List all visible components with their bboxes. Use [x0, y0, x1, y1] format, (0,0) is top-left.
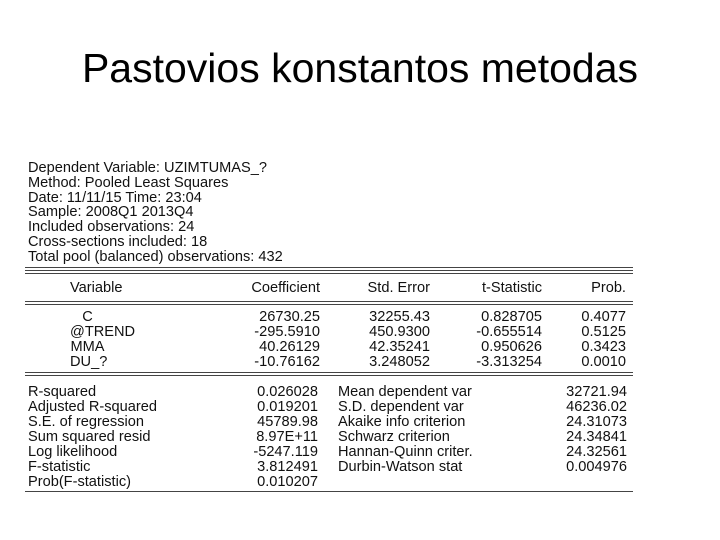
table-cell: 40.26129 — [259, 339, 320, 355]
stat-value: 24.34841 — [566, 429, 627, 445]
stat-label: R-squared — [28, 384, 97, 400]
table-cell: 450.9300 — [369, 324, 430, 340]
stat-value: 3.812491 — [257, 459, 318, 475]
table-cell: 0.0010 — [581, 354, 626, 370]
column-header: Coefficient — [251, 280, 320, 296]
slide-title: Pastovios konstantos metodas — [81, 45, 639, 91]
stat-label: S.E. of regression — [28, 414, 144, 430]
stat-label: Mean dependent var — [338, 384, 472, 400]
column-header: t-Statistic — [481, 280, 542, 296]
divider — [25, 375, 633, 376]
table-cell: 0.5125 — [581, 324, 626, 340]
stat-value: 24.31073 — [566, 414, 627, 430]
table-cell: -295.5910 — [254, 324, 320, 340]
stat-value: 24.32561 — [566, 444, 627, 460]
stat-label: Akaike info criterion — [338, 414, 466, 430]
stat-value: 46236.02 — [566, 399, 627, 415]
table-cell: 0.828705 — [481, 309, 542, 325]
divider — [25, 304, 633, 305]
header-line: Dependent Variable: UZIMTUMAS_? — [28, 160, 268, 176]
header-line: Date: 11/11/15 Time: 23:04 — [28, 189, 202, 206]
stat-value: -5247.119 — [253, 444, 318, 460]
stat-value: 0.026028 — [257, 384, 318, 400]
table-cell: MMA — [70, 339, 105, 355]
stat-label: F-statistic — [28, 459, 91, 475]
header-line: Sample: 2008Q1 2013Q4 — [28, 204, 194, 221]
stat-value: 0.004976 — [566, 459, 627, 475]
header-line: Method: Pooled Least Squares — [28, 174, 229, 191]
column-header: Variable — [70, 280, 123, 296]
divider — [25, 301, 633, 302]
table-cell: 0.3423 — [581, 339, 626, 355]
stat-value: 45789.98 — [257, 414, 318, 430]
table-cell: -0.655514 — [476, 324, 542, 340]
divider — [25, 267, 633, 268]
stat-value: 0.010207 — [257, 474, 318, 490]
table-cell: @TREND — [70, 324, 136, 340]
stat-label: Sum squared resid — [28, 429, 151, 445]
divider — [25, 491, 633, 492]
stat-label: Hannan-Quinn criter. — [338, 444, 473, 460]
header-line: Included observations: 24 — [28, 219, 195, 236]
column-header: Std. Error — [367, 280, 430, 296]
column-header: Prob. — [591, 280, 626, 296]
header-line: Total pool (balanced) observations: 432 — [28, 248, 283, 265]
stat-value: 8.97E+11 — [256, 429, 318, 445]
table-cell: -10.76162 — [254, 354, 320, 370]
table-cell: 42.35241 — [369, 339, 430, 355]
stat-label: Durbin-Watson stat — [338, 459, 463, 475]
table-cell: DU_? — [70, 354, 108, 370]
header-line: Cross-sections included: 18 — [28, 234, 208, 250]
divider — [25, 270, 633, 271]
table-cell: 26730.25 — [259, 309, 320, 325]
stat-value: 32721.94 — [566, 384, 627, 400]
table-cell: 0.4077 — [581, 309, 626, 325]
table-cell: C — [82, 309, 93, 325]
stat-label: Prob(F-statistic) — [28, 474, 131, 490]
stat-label: Log likelihood — [28, 444, 118, 460]
stat-value: 0.019201 — [257, 399, 318, 415]
table-cell: 32255.43 — [369, 309, 430, 325]
stat-label: Adjusted R-squared — [28, 399, 157, 415]
table-cell: 3.248052 — [369, 354, 430, 370]
table-cell: -3.313254 — [476, 354, 542, 370]
divider — [25, 273, 633, 274]
table-cell: 0.950626 — [481, 339, 542, 355]
stat-label: S.D. dependent var — [338, 399, 464, 415]
divider — [25, 372, 633, 373]
stat-label: Schwarz criterion — [338, 429, 450, 445]
